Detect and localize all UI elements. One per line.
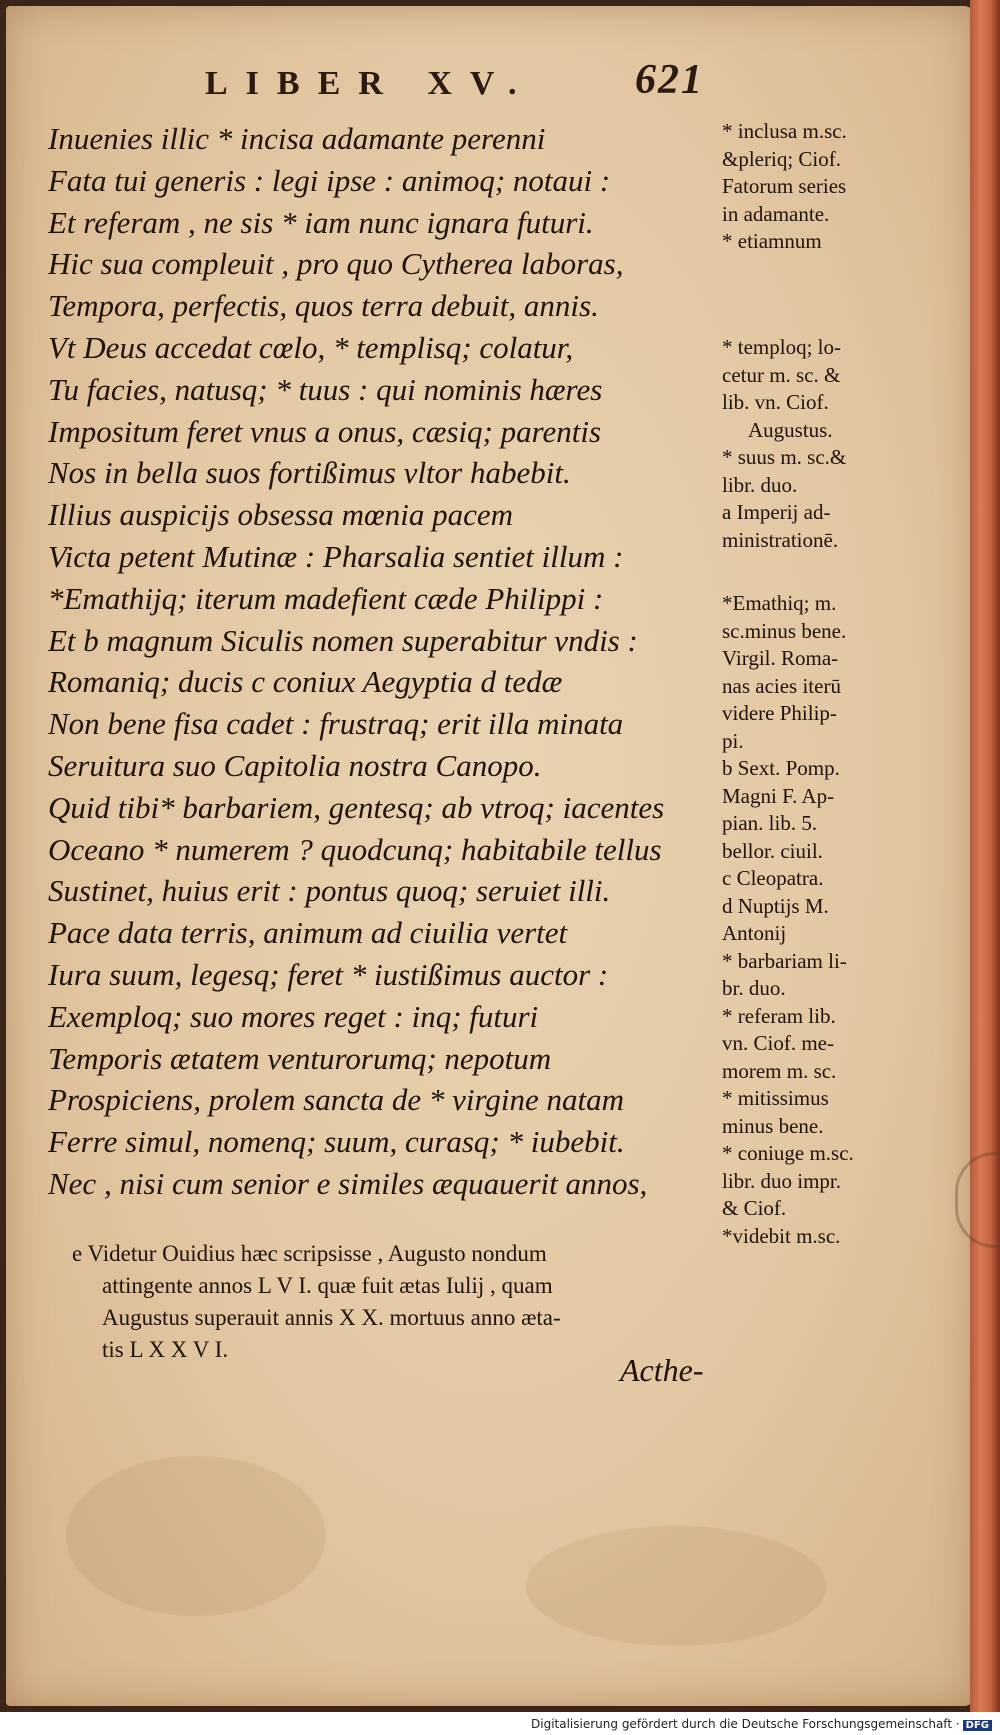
margin-note-group (722, 590, 922, 1250)
margin-note-line: ministrationē. (722, 527, 839, 552)
verse-text (48, 118, 728, 1205)
verse-line: Exemploq; suo mores reget : inq; futuri (48, 998, 539, 1034)
verse-line: Inuenies illic * incisa adamante perenni (48, 121, 546, 156)
verse-line: Sustinet, huius erit : pontus quoq; seruiet illi. (48, 873, 611, 909)
margin-note-line: & Ciof. (722, 1196, 787, 1220)
verse-line: Nos in bella suos fortißimus vltor habebit. (48, 455, 571, 491)
margin-note-line: *Emathiq; m. (722, 591, 837, 615)
margin-note-line: videre Philip- (722, 701, 837, 725)
margin-note-line: pi. (722, 728, 744, 753)
margin-note-line: * coniuge m.sc. (722, 1141, 854, 1165)
margin-note-line: &pleriq; Ciof. (722, 146, 841, 171)
margin-note-line: a Imperij ad- (722, 500, 831, 524)
margin-note-line: * suus m. sc.& (722, 445, 847, 469)
page-number: 621 (635, 57, 704, 103)
verse-line: Illius auspicijs obsessa mœnia pacem (48, 497, 513, 533)
margin-note-line: Virgil. Roma- (722, 646, 839, 670)
running-head: LIBER XV. (205, 65, 535, 102)
verse-line: Iura suum, legesq; feret * iustißimus auctor : (48, 956, 609, 992)
margin-note-line: nas acies iterū (722, 673, 841, 698)
footnote-line: Augustus superauit annis X X. mortuus anno æta- (102, 1305, 561, 1330)
margin-note-line: * inclusa m.sc. (722, 119, 847, 143)
margin-note-line: * temploq; lo- (722, 335, 841, 359)
catchword: Acthe- (620, 1352, 704, 1388)
page-fore-edge (970, 0, 1000, 1712)
margin-note-line: cetur m. sc. & (722, 362, 841, 387)
margin-note-line: * barbariam li- (722, 948, 847, 973)
verse-line: Oceano * numerem ? quodcunq; habitabile tellus (48, 831, 662, 867)
margin-note-line: *videbit m.sc. (722, 1223, 841, 1248)
verse-line: Romaniq; ducis c coniux Aegyptia d tedæ (48, 664, 563, 700)
margin-note-line: Antonij (722, 921, 787, 945)
margin-note-line: in adamante. (722, 201, 830, 226)
margin-note-line: morem m. sc. (722, 1058, 837, 1083)
verse-line: Victa petent Mutinæ : Pharsalia sentiet illum : (48, 538, 624, 574)
margin-note-line: br. duo. (722, 976, 786, 1000)
margin-note-line: lib. vn. Ciof. (722, 390, 829, 414)
margin-note-line: Fatorum series (722, 174, 847, 198)
verse-line: Quid tibi* barbariem, gentesq; ab vtroq; iacentes (48, 789, 665, 825)
margin-note-line: c Cleopatra. (722, 866, 824, 890)
verse-line: Vt Deus accedat cœlo, * templisq; colatur, (48, 329, 574, 365)
verse-line: Temporis ætatem venturorumq; nepotum (48, 1040, 552, 1076)
verse-line: Fata tui generis : legi ipse : animoq; notaui : (48, 162, 611, 198)
verse-line: Prospiciens, prolem sancta de * virgine natam (48, 1082, 624, 1118)
margin-note-line: pian. lib. 5. (722, 811, 818, 835)
margin-note-line: vn. Ciof. me- (722, 1031, 834, 1055)
verse-line: Hic sua compleuit , pro quo Cytherea laboras, (48, 246, 624, 282)
footnote-line: attingente annos L V I. quæ fuit ætas Iulij , quam (102, 1273, 553, 1298)
paper-stain (526, 1526, 826, 1646)
verse-line: Pace data terris, animum ad ciuilia vertet (48, 915, 568, 951)
verse-line: Ferre simul, nomenq; suum, curasq; * iubebit. (48, 1124, 625, 1160)
margin-note-line: * mitissimus (722, 1086, 829, 1110)
verse-line: Non bene fisa cadet : frustraq; erit illa minata (48, 706, 624, 742)
verse-line: Seruitura suo Capitolia nostra Canopo. (48, 747, 542, 783)
margin-note-line: b Sext. Pomp. (722, 756, 840, 780)
margin-note-line: d Nuptijs M. (722, 893, 829, 918)
verse-line: Et referam , ne sis * iam nunc ignara futuri. (48, 204, 594, 240)
margin-note-line: minus bene. (722, 1113, 824, 1138)
verse-line: Tempora, perfectis, quos terra debuit, annis. (48, 288, 599, 324)
margin-note-line: * referam lib. (722, 1003, 836, 1028)
margin-note-line: libr. duo impr. (722, 1168, 842, 1193)
margin-note-line: libr. duo. (722, 472, 798, 497)
margin-note-line: bellor. ciuil. (722, 838, 823, 863)
footnote (72, 1238, 712, 1366)
credit-text: Digitalisierung gefördert durch die Deutsche Forschungsgemeinschaft · (531, 1717, 960, 1731)
verse-line: Nec , nisi cum senior e similes æquauerit annos, (48, 1165, 648, 1201)
footnote-line: e Videtur Ouidius hæc scripsisse , Augusto nondum (72, 1241, 547, 1266)
verse-line: Tu facies, natusq; * tuus : qui nominis hæres (48, 371, 603, 407)
verse-line: Impositum feret vnus a onus, cæsiq; parentis (48, 413, 602, 449)
margin-note-line: Augustus. (748, 417, 833, 442)
margin-note-line: Magni F. Ap- (722, 783, 835, 808)
margin-note-group (722, 118, 922, 256)
digitization-credit (531, 1717, 992, 1731)
footnote-line: tis L X X V I. (102, 1337, 229, 1362)
margin-note-group (722, 334, 922, 554)
margin-note-line: sc.minus bene. (722, 618, 847, 643)
margin-note-line: * etiamnum (722, 229, 822, 253)
verse-line: Et b magnum Siculis nomen superabitur vndis : (48, 622, 638, 658)
dfg-logo: DFG (963, 1720, 992, 1731)
paper-stain (66, 1456, 326, 1616)
verse-line: *Emathijq; iterum madefient cæde Philippi : (48, 580, 604, 616)
